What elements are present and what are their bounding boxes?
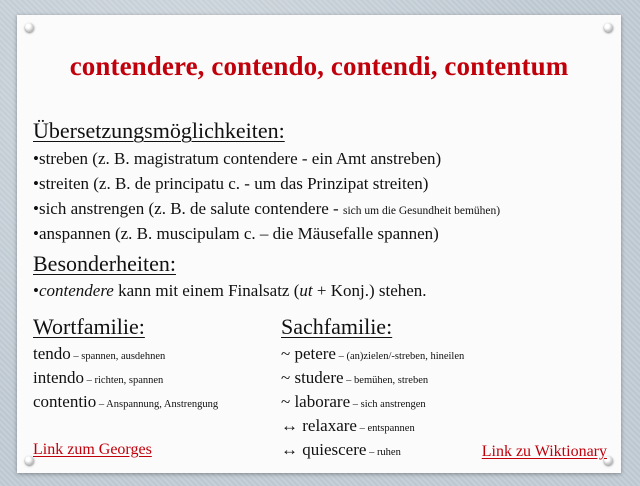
translation-item [33, 224, 439, 244]
word-family-meaning: – spannen, ausdehnen [70, 351, 166, 362]
translation-example: (z. B. de salute contendere - [144, 199, 343, 218]
subject-family-meaning: – (an)zielen/-streben, hineilen [335, 351, 465, 362]
translation-note: sich um die Gesundheit bemühen) [342, 205, 501, 217]
translation-word: streben [38, 149, 89, 168]
pin-icon [604, 23, 613, 32]
translation-example: (z. B. muscipulam c. – die Mäusefalle spannen) [110, 224, 439, 243]
special-italic-ut: ut [299, 281, 313, 300]
word-family-word: contentio [33, 392, 97, 411]
double-arrow-icon: ↔ [281, 416, 303, 435]
page-title: contendere, contendo, contendi, contentum [69, 51, 569, 81]
word-family-meaning: – richten, spannen [84, 375, 164, 386]
subject-family-item [281, 440, 401, 460]
word-family-word: tendo [33, 344, 71, 363]
translation-example: (z. B. de principatu c. - um das Prinzipat streiten) [89, 174, 429, 193]
tilde-symbol: ~ [281, 368, 295, 387]
subject-family-meaning: – bemühen, streben [343, 375, 429, 386]
word-family-word: intendo [33, 368, 84, 387]
subject-family-item [281, 344, 464, 364]
subject-family-word: petere [294, 344, 336, 363]
bullet: • [33, 224, 39, 243]
slide-card [17, 15, 621, 473]
subject-family-meaning: – sich anstrengen [350, 399, 426, 410]
word-family-item [33, 392, 218, 412]
subject-family-item [281, 368, 428, 388]
translation-example: (z. B. magistratum contendere - ein Amt anstreben) [88, 149, 442, 168]
subject-family-item [281, 416, 415, 436]
translation-word: sich anstrengen [38, 199, 145, 218]
special-italic-word: contendere [38, 281, 114, 300]
georges-link[interactable]: Link zum Georges [33, 441, 152, 458]
wiktionary-link[interactable]: Link zu Wiktionary [481, 443, 607, 460]
translation-word: anspannen [38, 224, 111, 243]
bullet: • [33, 199, 39, 218]
special-heading: Besonderheiten: [33, 251, 176, 276]
word-family-item [33, 368, 163, 388]
bullet: • [33, 281, 39, 300]
word-family-heading: Wortfamilie: [33, 314, 145, 339]
subject-family-word: relaxare [302, 416, 357, 435]
translation-item [33, 199, 500, 219]
subject-family-meaning: – entspannen [356, 423, 415, 434]
subject-family-heading: Sachfamilie: [281, 314, 393, 339]
translation-item [33, 149, 441, 169]
translation-item [33, 174, 428, 194]
special-text-a: kann mit einem Finalsatz ( [113, 281, 300, 300]
subject-family-word: laborare [294, 392, 351, 411]
bullet: • [33, 174, 39, 193]
word-family-item [33, 344, 165, 364]
tilde-symbol: ~ [281, 344, 295, 363]
translation-heading: Übersetzungsmöglichkeiten: [33, 118, 285, 143]
tilde-symbol: ~ [281, 392, 295, 411]
subject-family-meaning: – ruhen [366, 447, 401, 458]
bullet: • [33, 149, 39, 168]
subject-family-item [281, 392, 426, 412]
word-family-meaning: – Anspannung, Anstrengung [96, 399, 219, 410]
special-text-b: + Konj.) stehen. [312, 281, 427, 300]
pin-icon [25, 23, 34, 32]
subject-family-word: studere [294, 368, 344, 387]
translation-word: streiten [38, 174, 89, 193]
special-line [33, 281, 427, 301]
subject-family-word: quiescere [302, 440, 367, 459]
double-arrow-icon: ↔ [281, 440, 303, 459]
